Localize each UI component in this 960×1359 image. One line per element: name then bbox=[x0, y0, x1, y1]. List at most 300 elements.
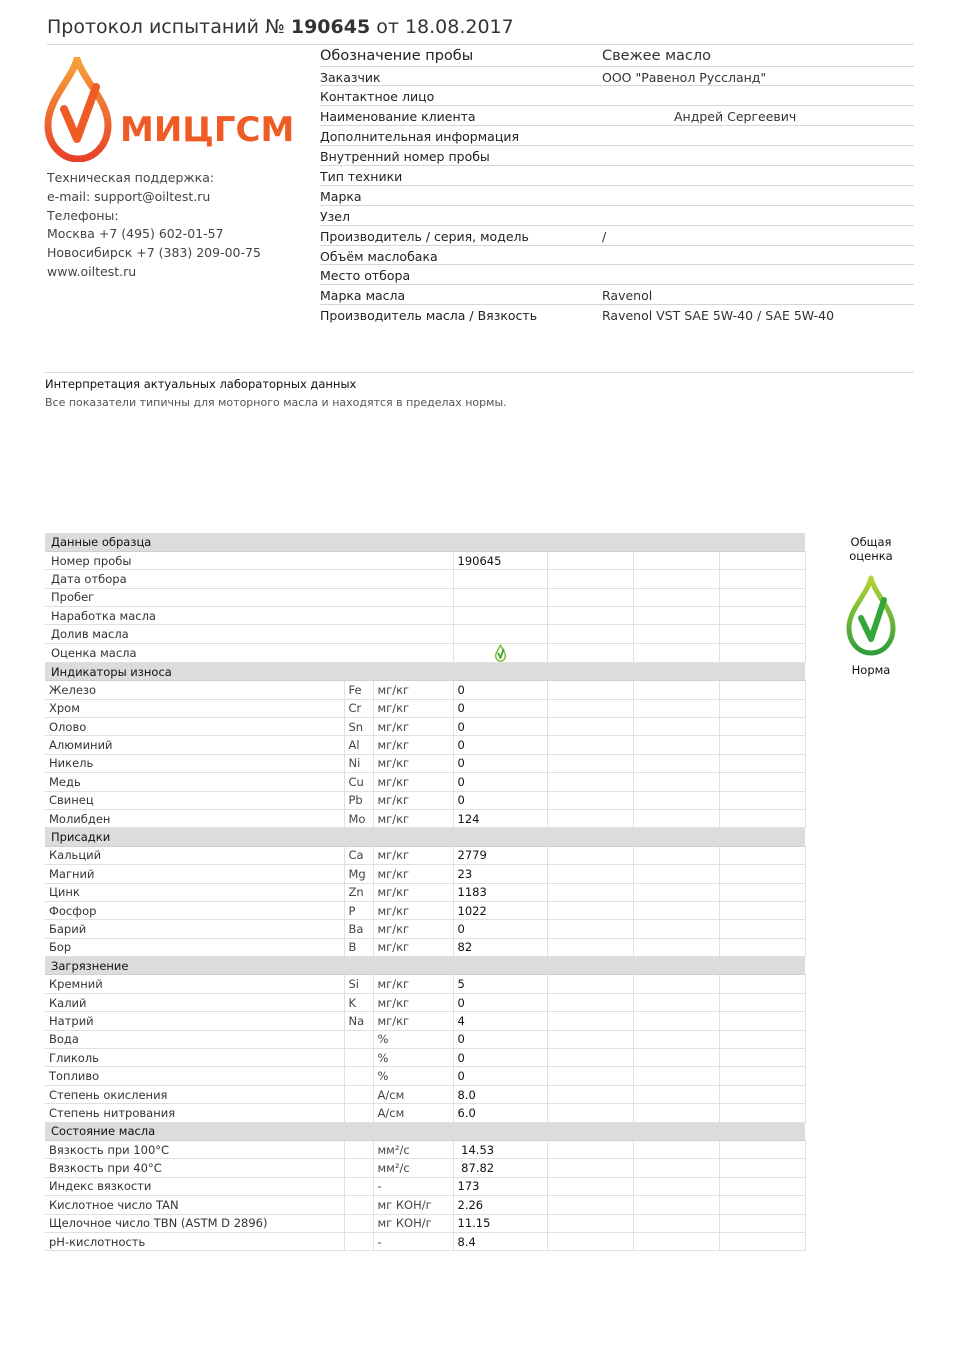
empty-cell bbox=[633, 993, 719, 1011]
phone-moscow: Москва +7 (495) 602-01-57 bbox=[47, 226, 224, 242]
parameter-value: 124 bbox=[453, 809, 547, 827]
parameter-value bbox=[453, 643, 547, 662]
empty-cell bbox=[719, 846, 805, 864]
info-row bbox=[320, 226, 914, 246]
empty-cell bbox=[719, 643, 805, 662]
section-title: Загрязнение bbox=[45, 957, 805, 975]
element-symbol bbox=[344, 1049, 373, 1067]
unit: А/см bbox=[373, 1085, 453, 1103]
logo-text: МИЦГСМ bbox=[120, 110, 294, 150]
empty-cell bbox=[633, 791, 719, 809]
empty-cell bbox=[633, 883, 719, 901]
section-title: Данные образца bbox=[45, 533, 805, 551]
empty-cell bbox=[633, 1159, 719, 1177]
empty-cell bbox=[547, 1214, 633, 1232]
element-symbol: Ba bbox=[344, 920, 373, 938]
overall-title: Общая оценка bbox=[849, 535, 893, 563]
parameter-name: Степень нитрования bbox=[45, 1104, 344, 1122]
element-symbol bbox=[344, 1085, 373, 1103]
unit: мг/кг bbox=[373, 718, 453, 736]
table-row bbox=[45, 1030, 805, 1048]
info-value: Свежее масло bbox=[602, 48, 712, 64]
empty-cell bbox=[633, 625, 719, 643]
table-row bbox=[45, 1214, 805, 1232]
empty-cell bbox=[719, 1012, 805, 1030]
section-header bbox=[45, 957, 805, 975]
company-logo bbox=[44, 57, 294, 162]
info-label: Марка bbox=[320, 188, 362, 204]
table-row bbox=[45, 883, 805, 901]
table-row bbox=[45, 607, 805, 625]
empty-cell bbox=[547, 809, 633, 827]
phone-novosibirsk: Новосибирск +7 (383) 209-00-75 bbox=[47, 245, 261, 261]
parameter-name: Индекс вязкости bbox=[45, 1177, 344, 1195]
unit: мм²/с bbox=[373, 1159, 453, 1177]
empty-cell bbox=[719, 736, 805, 754]
parameter-value: 14.53 bbox=[453, 1141, 547, 1159]
table-row bbox=[45, 1141, 805, 1159]
parameter-name: Натрий bbox=[45, 1012, 344, 1030]
table-row bbox=[45, 1104, 805, 1122]
table-row bbox=[45, 681, 805, 699]
section-title: Состояние масла bbox=[45, 1122, 805, 1140]
info-row bbox=[320, 206, 914, 226]
empty-cell bbox=[719, 1214, 805, 1232]
parameter-name: Цинк bbox=[45, 883, 344, 901]
contacts-block bbox=[47, 169, 261, 282]
green-drop-check-icon bbox=[493, 644, 508, 662]
table-row bbox=[45, 625, 805, 643]
table-row bbox=[45, 570, 805, 588]
empty-cell bbox=[547, 791, 633, 809]
element-symbol: Mo bbox=[344, 809, 373, 827]
support-label: Техническая поддержка: bbox=[47, 170, 215, 185]
unit: мг/кг bbox=[373, 846, 453, 864]
info-row bbox=[320, 265, 914, 285]
table-row bbox=[45, 1085, 805, 1103]
parameter-value: 0 bbox=[453, 699, 547, 717]
table-row bbox=[45, 938, 805, 956]
support-email[interactable]: e-mail: support@oiltest.ru bbox=[47, 188, 211, 204]
empty-cell bbox=[547, 643, 633, 662]
parameter-value: 0 bbox=[453, 736, 547, 754]
element-symbol bbox=[344, 1067, 373, 1085]
empty-cell bbox=[633, 736, 719, 754]
element-symbol: Pb bbox=[344, 791, 373, 809]
unit: - bbox=[373, 1232, 453, 1250]
empty-cell bbox=[547, 607, 633, 625]
element-symbol: Ca bbox=[344, 846, 373, 864]
overall-assessment bbox=[828, 535, 914, 677]
parameter-value: 0 bbox=[453, 993, 547, 1011]
table-row bbox=[45, 718, 805, 736]
unit: - bbox=[373, 1177, 453, 1195]
empty-cell bbox=[633, 1104, 719, 1122]
table-row bbox=[45, 846, 805, 864]
empty-cell bbox=[719, 993, 805, 1011]
table-row bbox=[45, 975, 805, 993]
title-date: от 18.08.2017 bbox=[376, 16, 514, 38]
table-row bbox=[45, 699, 805, 717]
empty-cell bbox=[633, 1214, 719, 1232]
empty-cell bbox=[719, 975, 805, 993]
table-row bbox=[45, 1159, 805, 1177]
parameter-name: Никель bbox=[45, 754, 344, 772]
empty-cell bbox=[633, 920, 719, 938]
empty-cell bbox=[719, 570, 805, 588]
unit: % bbox=[373, 1067, 453, 1085]
table-row bbox=[45, 643, 805, 662]
parameter-name: Кальций bbox=[45, 846, 344, 864]
parameter-name: Железо bbox=[45, 681, 344, 699]
parameter-name: Топливо bbox=[45, 1067, 344, 1085]
parameter-name: Хром bbox=[45, 699, 344, 717]
parameter-value: 0 bbox=[453, 1030, 547, 1048]
empty-cell bbox=[547, 681, 633, 699]
empty-cell bbox=[719, 1141, 805, 1159]
parameter-value: 23 bbox=[453, 865, 547, 883]
table-row bbox=[45, 551, 805, 569]
unit: мм²/с bbox=[373, 1141, 453, 1159]
parameter-value: 190645 bbox=[453, 551, 547, 569]
table-row bbox=[45, 791, 805, 809]
parameter-value: 173 bbox=[453, 1177, 547, 1195]
empty-cell bbox=[547, 718, 633, 736]
unit: мг/кг bbox=[373, 791, 453, 809]
parameter-name: Кислотное число TAN bbox=[45, 1196, 344, 1214]
info-row bbox=[320, 106, 914, 126]
unit: мг/кг bbox=[373, 809, 453, 827]
empty-cell bbox=[719, 773, 805, 791]
empty-cell bbox=[547, 883, 633, 901]
parameter-value: 2.26 bbox=[453, 1196, 547, 1214]
empty-cell bbox=[719, 920, 805, 938]
table-row bbox=[45, 588, 805, 606]
info-row bbox=[320, 126, 914, 146]
parameter-name: Гликоль bbox=[45, 1049, 344, 1067]
empty-cell bbox=[547, 846, 633, 864]
table-row bbox=[45, 1067, 805, 1085]
empty-cell bbox=[633, 1141, 719, 1159]
empty-cell bbox=[633, 681, 719, 699]
empty-cell bbox=[547, 588, 633, 606]
empty-cell bbox=[547, 1030, 633, 1048]
empty-cell bbox=[547, 1049, 633, 1067]
empty-cell bbox=[547, 993, 633, 1011]
parameter-name: Оценка масла bbox=[45, 643, 453, 662]
unit: А/см bbox=[373, 1104, 453, 1122]
info-label: Место отбора bbox=[320, 268, 411, 284]
interpretation-text: Все показатели типичны для моторного масла и находятся в пределах нормы. bbox=[45, 396, 507, 409]
unit: мг/кг bbox=[373, 975, 453, 993]
element-symbol bbox=[344, 1196, 373, 1214]
empty-cell bbox=[719, 901, 805, 919]
empty-cell bbox=[719, 883, 805, 901]
empty-cell bbox=[719, 1104, 805, 1122]
empty-cell bbox=[719, 699, 805, 717]
table-row bbox=[45, 754, 805, 772]
info-label: Заказчик bbox=[320, 69, 381, 85]
table-row bbox=[45, 1177, 805, 1195]
element-symbol: Fe bbox=[344, 681, 373, 699]
parameter-name: Барий bbox=[45, 920, 344, 938]
empty-cell bbox=[547, 1141, 633, 1159]
title-divider bbox=[47, 44, 914, 45]
empty-cell bbox=[547, 901, 633, 919]
empty-cell bbox=[719, 1159, 805, 1177]
info-row bbox=[320, 146, 914, 166]
info-label: Контактное лицо bbox=[320, 89, 435, 105]
parameter-value: 11.15 bbox=[453, 1214, 547, 1232]
empty-cell bbox=[633, 773, 719, 791]
empty-cell bbox=[547, 865, 633, 883]
unit: мг/кг bbox=[373, 865, 453, 883]
empty-cell bbox=[547, 736, 633, 754]
empty-cell bbox=[719, 718, 805, 736]
info-label: Производитель масла / Вязкость bbox=[320, 308, 538, 324]
empty-cell bbox=[547, 551, 633, 569]
empty-cell bbox=[547, 1085, 633, 1103]
empty-cell bbox=[633, 1049, 719, 1067]
info-row bbox=[320, 67, 914, 87]
parameter-value: 8.0 bbox=[453, 1085, 547, 1103]
empty-cell bbox=[547, 754, 633, 772]
info-row bbox=[320, 47, 914, 67]
section-header bbox=[45, 828, 805, 846]
element-symbol bbox=[344, 1159, 373, 1177]
element-symbol: P bbox=[344, 901, 373, 919]
parameter-value: 0 bbox=[453, 773, 547, 791]
empty-cell bbox=[719, 938, 805, 956]
parameter-value: 87.82 bbox=[453, 1159, 547, 1177]
sample-info-table bbox=[320, 47, 914, 325]
element-symbol: Mg bbox=[344, 865, 373, 883]
parameter-name: Наработка масла bbox=[45, 607, 453, 625]
unit: мг/кг bbox=[373, 883, 453, 901]
element-symbol bbox=[344, 1177, 373, 1195]
parameter-name: Вязкость при 100°C bbox=[45, 1141, 344, 1159]
element-symbol bbox=[344, 1214, 373, 1232]
empty-cell bbox=[547, 570, 633, 588]
info-label: Обозначение пробы bbox=[320, 48, 474, 64]
section-title: Присадки bbox=[45, 828, 805, 846]
table-row bbox=[45, 865, 805, 883]
empty-cell bbox=[719, 1196, 805, 1214]
empty-cell bbox=[633, 975, 719, 993]
parameter-name: Щелочное число TBN (ASTM D 2896) bbox=[45, 1214, 344, 1232]
unit: мг КОН/г bbox=[373, 1196, 453, 1214]
empty-cell bbox=[633, 1232, 719, 1250]
logo-drop-icon bbox=[44, 57, 294, 162]
parameter-value: 0 bbox=[453, 754, 547, 772]
unit: мг КОН/г bbox=[373, 1214, 453, 1232]
element-symbol: Na bbox=[344, 1012, 373, 1030]
empty-cell bbox=[547, 1067, 633, 1085]
parameter-name: Номер пробы bbox=[45, 551, 453, 569]
empty-cell bbox=[547, 773, 633, 791]
table-row bbox=[45, 1012, 805, 1030]
empty-cell bbox=[633, 718, 719, 736]
empty-cell bbox=[633, 1012, 719, 1030]
unit: мг/кг bbox=[373, 754, 453, 772]
parameter-value: 82 bbox=[453, 938, 547, 956]
element-symbol: Cu bbox=[344, 773, 373, 791]
parameter-value: 2779 bbox=[453, 846, 547, 864]
info-row bbox=[320, 166, 914, 186]
unit: мг/кг bbox=[373, 920, 453, 938]
phones-label: Телефоны: bbox=[47, 207, 119, 223]
parameter-value: 6.0 bbox=[453, 1104, 547, 1122]
info-label: Узел bbox=[320, 208, 350, 224]
empty-cell bbox=[719, 607, 805, 625]
report-number: 190645 bbox=[290, 16, 371, 38]
parameter-value: 0 bbox=[453, 1067, 547, 1085]
info-row bbox=[320, 86, 914, 106]
parameter-value: 1183 bbox=[453, 883, 547, 901]
table-row bbox=[45, 809, 805, 827]
overall-status: Норма bbox=[851, 663, 891, 677]
empty-cell bbox=[719, 1085, 805, 1103]
parameter-name: Алюминий bbox=[45, 736, 344, 754]
empty-cell bbox=[719, 1067, 805, 1085]
info-label: Дополнительная информация bbox=[320, 129, 519, 145]
table-row bbox=[45, 901, 805, 919]
empty-cell bbox=[633, 588, 719, 606]
empty-cell bbox=[719, 1177, 805, 1195]
element-symbol bbox=[344, 1141, 373, 1159]
empty-cell bbox=[547, 1177, 633, 1195]
table-row bbox=[45, 1232, 805, 1250]
element-symbol: Zn bbox=[344, 883, 373, 901]
table-row bbox=[45, 1049, 805, 1067]
empty-cell bbox=[719, 791, 805, 809]
element-symbol bbox=[344, 1232, 373, 1250]
empty-cell bbox=[633, 846, 719, 864]
empty-cell bbox=[719, 1049, 805, 1067]
section-header bbox=[45, 662, 805, 680]
parameter-value: 0 bbox=[453, 681, 547, 699]
empty-cell bbox=[633, 865, 719, 883]
info-label: Внутренний номер пробы bbox=[320, 149, 490, 165]
title-prefix: Протокол испытаний № bbox=[47, 16, 285, 38]
website-link[interactable]: www.oiltest.ru bbox=[47, 263, 137, 279]
parameter-name: Фосфор bbox=[45, 901, 344, 919]
parameter-name: Свинец bbox=[45, 791, 344, 809]
unit: мг/кг bbox=[373, 773, 453, 791]
info-row bbox=[320, 285, 914, 305]
info-label: Объём маслобака bbox=[320, 248, 438, 264]
info-label: Наименование клиента bbox=[320, 109, 476, 125]
info-value: / bbox=[602, 228, 607, 244]
unit: % bbox=[373, 1030, 453, 1048]
table-row bbox=[45, 993, 805, 1011]
parameter-name: Молибден bbox=[45, 809, 344, 827]
element-symbol: Si bbox=[344, 975, 373, 993]
empty-cell bbox=[633, 643, 719, 662]
empty-cell bbox=[547, 920, 633, 938]
parameter-name: Долив масла bbox=[45, 625, 453, 643]
table-row bbox=[45, 1196, 805, 1214]
parameter-value: 0 bbox=[453, 1049, 547, 1067]
element-symbol: Cr bbox=[344, 699, 373, 717]
parameter-value bbox=[453, 570, 547, 588]
empty-cell bbox=[547, 1012, 633, 1030]
unit: мг/кг bbox=[373, 901, 453, 919]
parameter-value bbox=[453, 607, 547, 625]
unit: мг/кг bbox=[373, 681, 453, 699]
unit: мг/кг bbox=[373, 699, 453, 717]
empty-cell bbox=[719, 1232, 805, 1250]
empty-cell bbox=[633, 1085, 719, 1103]
unit: мг/кг bbox=[373, 1012, 453, 1030]
parameter-value bbox=[453, 625, 547, 643]
unit: % bbox=[373, 1049, 453, 1067]
empty-cell bbox=[547, 1104, 633, 1122]
parameter-value: 4 bbox=[453, 1012, 547, 1030]
info-value: ООО "Равенол Руссланд" bbox=[602, 69, 767, 85]
empty-cell bbox=[547, 1196, 633, 1214]
empty-cell bbox=[633, 938, 719, 956]
empty-cell bbox=[719, 625, 805, 643]
green-drop-check-icon bbox=[844, 575, 898, 657]
parameter-value: 1022 bbox=[453, 901, 547, 919]
parameter-value: 0 bbox=[453, 791, 547, 809]
table-row bbox=[45, 773, 805, 791]
empty-cell bbox=[719, 681, 805, 699]
parameter-value: 8.4 bbox=[453, 1232, 547, 1250]
element-symbol: B bbox=[344, 938, 373, 956]
empty-cell bbox=[633, 570, 719, 588]
parameter-value: 5 bbox=[453, 975, 547, 993]
table-row bbox=[45, 920, 805, 938]
info-value: Ravenol bbox=[602, 288, 653, 304]
parameter-name: Кремний bbox=[45, 975, 344, 993]
empty-cell bbox=[633, 551, 719, 569]
unit: мг/кг bbox=[373, 736, 453, 754]
empty-cell bbox=[633, 1030, 719, 1048]
element-symbol bbox=[344, 1104, 373, 1122]
empty-cell bbox=[719, 865, 805, 883]
empty-cell bbox=[547, 699, 633, 717]
empty-cell bbox=[633, 1177, 719, 1195]
section-header bbox=[45, 533, 805, 551]
empty-cell bbox=[719, 754, 805, 772]
element-symbol: Ni bbox=[344, 754, 373, 772]
empty-cell bbox=[547, 1232, 633, 1250]
interpretation-title: Интерпретация актуальных лабораторных данных bbox=[45, 377, 357, 391]
interpretation-divider bbox=[45, 372, 914, 373]
empty-cell bbox=[547, 1159, 633, 1177]
parameter-name: Олово bbox=[45, 718, 344, 736]
empty-cell bbox=[633, 901, 719, 919]
info-label: Марка масла bbox=[320, 288, 406, 304]
parameter-name: Медь bbox=[45, 773, 344, 791]
parameter-name: Магний bbox=[45, 865, 344, 883]
unit: мг/кг bbox=[373, 938, 453, 956]
unit: мг/кг bbox=[373, 993, 453, 1011]
parameter-name: Вязкость при 40°C bbox=[45, 1159, 344, 1177]
report-title bbox=[47, 16, 514, 38]
parameter-value: 0 bbox=[453, 920, 547, 938]
section-title: Индикаторы износа bbox=[45, 662, 805, 680]
info-label: Производитель / серия, модель bbox=[320, 228, 529, 244]
info-row bbox=[320, 186, 914, 206]
empty-cell bbox=[633, 809, 719, 827]
parameter-value: 0 bbox=[453, 718, 547, 736]
empty-cell bbox=[547, 938, 633, 956]
section-header bbox=[45, 1122, 805, 1140]
empty-cell bbox=[719, 809, 805, 827]
